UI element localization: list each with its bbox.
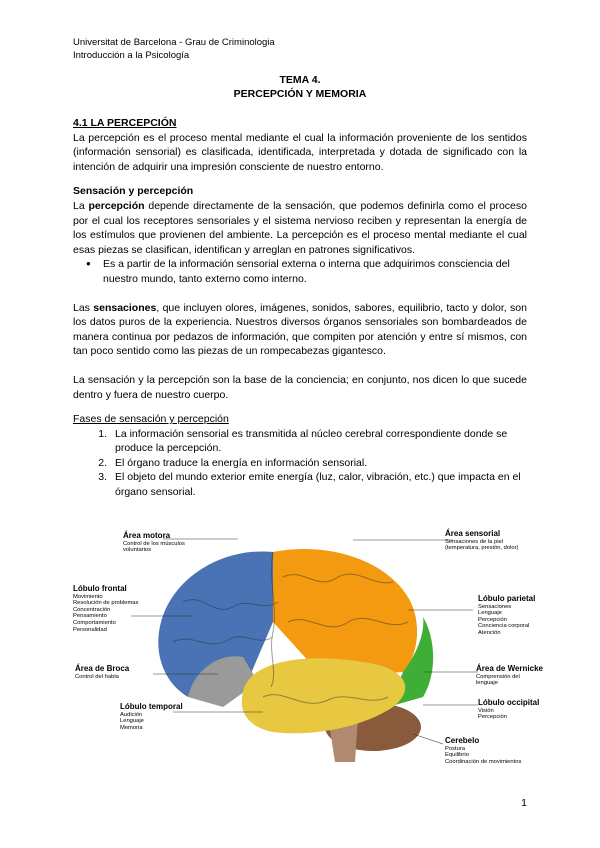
label-title: Área de Wernicke [476, 664, 543, 673]
label-sub: Postura [445, 745, 465, 752]
label-sub: Conciencia corporal [478, 623, 530, 630]
phase-item [73, 427, 527, 456]
bullet-item: ● Es a partir de la información sensorial externa o interna que adquirimos consciencia del nuestro mundo, tanto externo como interno. [103, 257, 527, 286]
label-sub: Concentración [73, 606, 111, 613]
label-sub: Percepción [478, 714, 508, 721]
header-course: Introducción a la Psicología [73, 50, 190, 61]
document-body [73, 116, 527, 500]
phase-item [73, 456, 527, 471]
phases-list [73, 427, 527, 500]
label-title: Área motora [123, 531, 171, 540]
label-title: Área de Broca [75, 664, 130, 673]
item-text: El órgano traduce la energía en información sensorial. [115, 456, 368, 469]
label-sub: Atención [478, 629, 501, 636]
bold-term: percepción [88, 199, 145, 212]
label-title: Cerebelo [445, 736, 480, 745]
title-line-1: TEMA 4. [279, 74, 321, 86]
label-sub: Sensaciones [478, 603, 512, 610]
label-frontal-lobe [73, 585, 138, 633]
label-sub: Personalidad [73, 626, 107, 633]
label-sub: Control del habla [75, 673, 119, 680]
text-run: La [73, 199, 89, 212]
brain-figure [73, 522, 543, 772]
header-university: Universitat de Barcelona - Grau de Criminologia [73, 37, 275, 48]
label-sub: voluntarios [123, 547, 152, 554]
label-title: Lóbulo occipital [478, 698, 540, 707]
label-sub: Percepción [478, 616, 508, 623]
item-number: 2. [98, 456, 107, 469]
conscience-paragraph: La sensación y la percepción son la base de la conciencia; en conjunto, nos dicen lo que sucede dentro y fuera de nuestro cuerpo. [73, 373, 527, 401]
label-sub: Control de los músculos [123, 540, 185, 547]
item-text: La información sensorial es transmitida al núcleo cerebral correspondiente donde se produce la percepción. [115, 427, 508, 455]
phases-heading: Fases de sensación y percepción [73, 413, 229, 426]
sensations-paragraph [73, 301, 527, 359]
text-run: Las [73, 301, 94, 314]
intro-paragraph: La percepción es el proceso mental mediante el cual la información proveniente de los sentidos (información sensorial) es clasificada, identificada, interpretada y dotada de significado con la intención de adquirir una impresión consciente de nuestro entorno. [73, 131, 527, 173]
label-sub: Movimiento [73, 593, 103, 600]
section-heading: 4.1 LA PERCEPCIÓN [73, 117, 177, 129]
text-run: , que incluyen olores, imágenes, sonidos, sabores, equilibrio, tacto y dolor, son los datos puros de la experiencia. Nuestros diversos órganos sensoriales son bombardeados de manera continua por pedazos de información, que compiten por atención y entre sí mismos, con tan poco sentido como las piezas de un rompecabezas gigantesco. [73, 301, 527, 358]
label-wernicke-area [476, 665, 543, 687]
bold-term: sensaciones [93, 301, 157, 314]
label-sub: Pensamiento [73, 613, 107, 620]
page-number: 1 [521, 797, 527, 809]
parietal-lobe-shape [273, 549, 417, 677]
label-sub: Resolución de problemas [73, 600, 139, 607]
label-sub: Comportamiento [73, 619, 116, 626]
item-number: 3. [98, 471, 107, 484]
label-cerebellum [445, 737, 521, 765]
bullet-list [73, 257, 527, 286]
label-sub: Sensaciones de la piel [445, 538, 504, 545]
label-motor-area [123, 532, 185, 554]
label-sub: Comprensión del lenguaje [476, 673, 520, 687]
label-title: Área sensorial [445, 529, 501, 538]
label-sub: Memoria [120, 724, 143, 731]
label-title: Lóbulo temporal [120, 702, 183, 711]
label-title: Lóbulo frontal [73, 584, 127, 593]
label-title: Lóbulo parietal [478, 594, 536, 603]
label-temporal-lobe [120, 703, 183, 731]
subsection-heading: Sensación y percepción [73, 185, 194, 198]
label-sub: Lenguaje [120, 718, 144, 725]
label-sub: Coordinación de movimientos [445, 758, 522, 765]
document-title [0, 73, 600, 101]
title-line-2: PERCEPCIÓN Y MEMORIA [233, 88, 367, 100]
label-sub: Equilibrio [445, 752, 469, 759]
label-sub: Audición [120, 711, 143, 718]
item-text: El objeto del mundo exterior emite energía (luz, calor, vibración, etc.) que impacta en el órgano sensorial. [115, 471, 521, 499]
label-sub: (temperatura, presión, dolor) [445, 545, 519, 552]
perception-paragraph [73, 199, 527, 257]
label-sub: Visión [478, 707, 494, 714]
document-header [73, 36, 275, 62]
brain-illustration [73, 522, 543, 772]
label-sensory-area [445, 530, 518, 552]
label-sub: Lenguaje [478, 610, 502, 617]
phase-item [73, 470, 527, 499]
item-number: 1. [98, 427, 107, 440]
label-occipital-lobe [478, 699, 539, 721]
label-parietal-lobe [478, 595, 535, 637]
text-run: depende directamente de la sensación, que podemos definirla como el proceso por el cual los receptores sensoriales y el sistema nervioso reciben y representan la energía de los estímulos que provienen del ambiente. La percepción es el proceso mental mediante el cual esas piezas se clasifican, identifican y arreglan en patrones significativos. [73, 199, 527, 256]
label-broca-area [75, 665, 129, 680]
